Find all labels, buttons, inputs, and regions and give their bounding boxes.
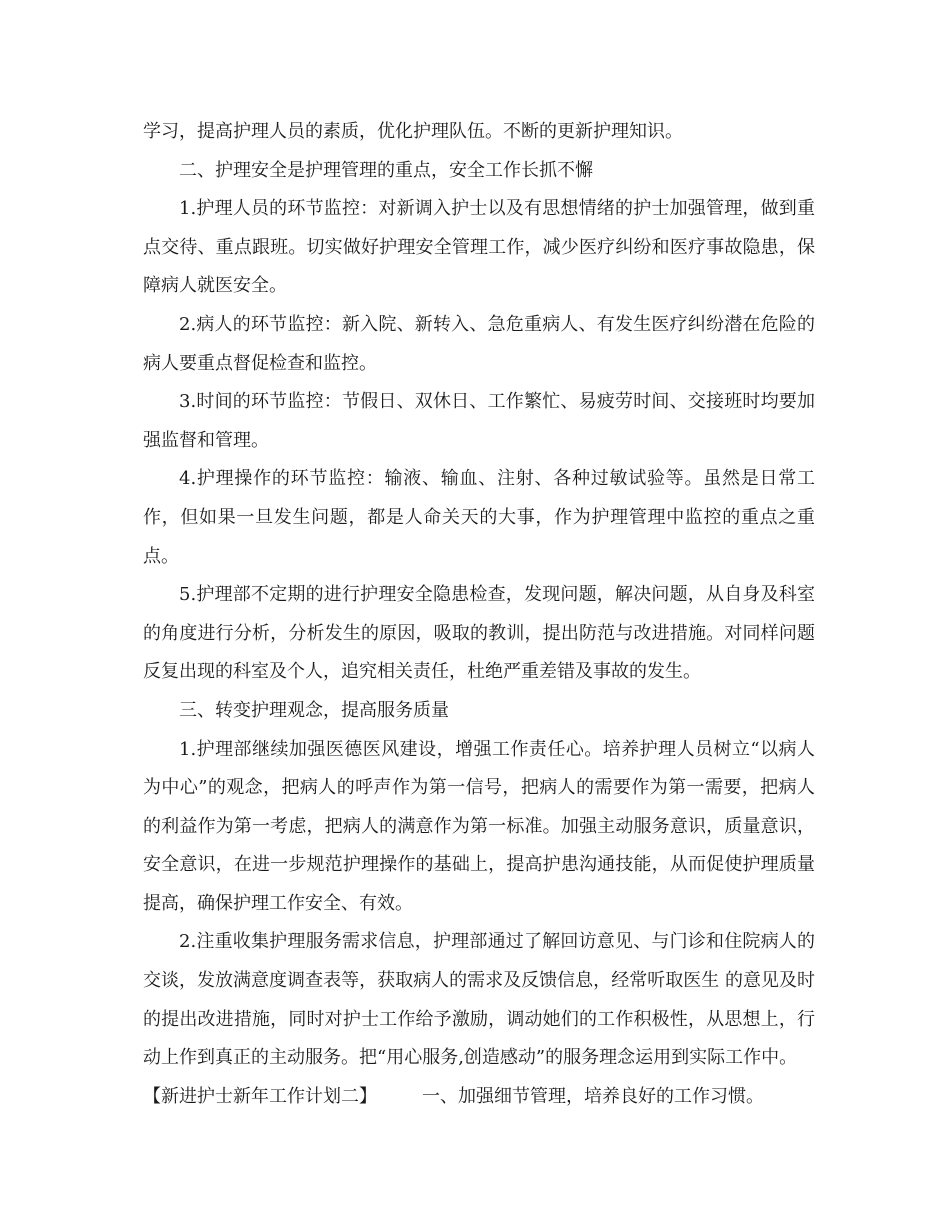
- paragraph-5: 3.时间的环节监控：节假日、双休日、工作繁忙、易疲劳时间、交接班时均要加强监督和管理。: [143, 391, 815, 451]
- paragraph-10: 2.注重收集护理服务需求信息，护理部通过了解回访意见、与门诊和住院病人的交谈，发放满意度调查表等，获取病人的需求及反馈信息，经常听取医生 的意见及时的提出改进措施，同时对护士工作给予激励，调动她们的工作积极性，从思想上，行动上作到真正的主动服务。把“用心服务,创造感动”的服务理念运用到实际工作中。: [143, 931, 815, 1069]
- paragraph-6: 4.护理操作的环节监控：输液、输血、注射、各种过敏试验等。虽然是日常工作，但如果一旦发生问题，都是人命关天的大事，作为护理管理中监控的重点之重点。: [143, 468, 815, 567]
- closing-line: 【新进护士新年工作计划二】 一、加强细节管理，培养良好的工作习惯。: [143, 1085, 764, 1107]
- paragraph-4: 2.病人的环节监控：新入院、新转入、急危重病人、有发生医疗纠纷潜在危险的病人要重点督促检查和监控。: [143, 313, 815, 374]
- section-heading-2: 二、护理安全是护理管理的重点，安全工作长抓不懈: [179, 159, 593, 181]
- paragraph-1: 学习，提高护理人员的素质，优化护理队伍。不断的更新护理知识。: [143, 121, 683, 142]
- section-heading-3: 三、转变护理观念，提高服务质量: [179, 699, 449, 721]
- paragraph-7: 5.护理部不定期的进行护理安全隐患检查，发现问题，解决问题，从自身及科室的角度进行分析，分析发生的原因，吸取的教训，提出防范与改进措施。对同样问题反复出现的科室及个人，追究相关责任，杜绝严重差错及事故的发生。: [143, 584, 815, 683]
- paragraph-9: 1.护理部继续加强医德医风建设，增强工作责任心。培养护理人员树立“以病人为中心”的观念，把病人的呼声作为第一信号，把病人的需要作为第一需要，把病人的利益作为第一考虑，把病人的满意作为第一标准。加强主动服务意识，质量意识，安全意识，在进一步规范护理操作的基础上，提高护患沟通技能，从而促使护理质量提高，确保护理工作安全、有效。: [143, 738, 815, 914]
- paragraph-3: 1.护理人员的环节监控：对新调入护士以及有思想情绪的护士加强管理，做到重点交待、重点跟班。切实做好护理安全管理工作，减少医疗纠纷和医疗事故隐患，保障病人就医安全。: [143, 198, 815, 297]
